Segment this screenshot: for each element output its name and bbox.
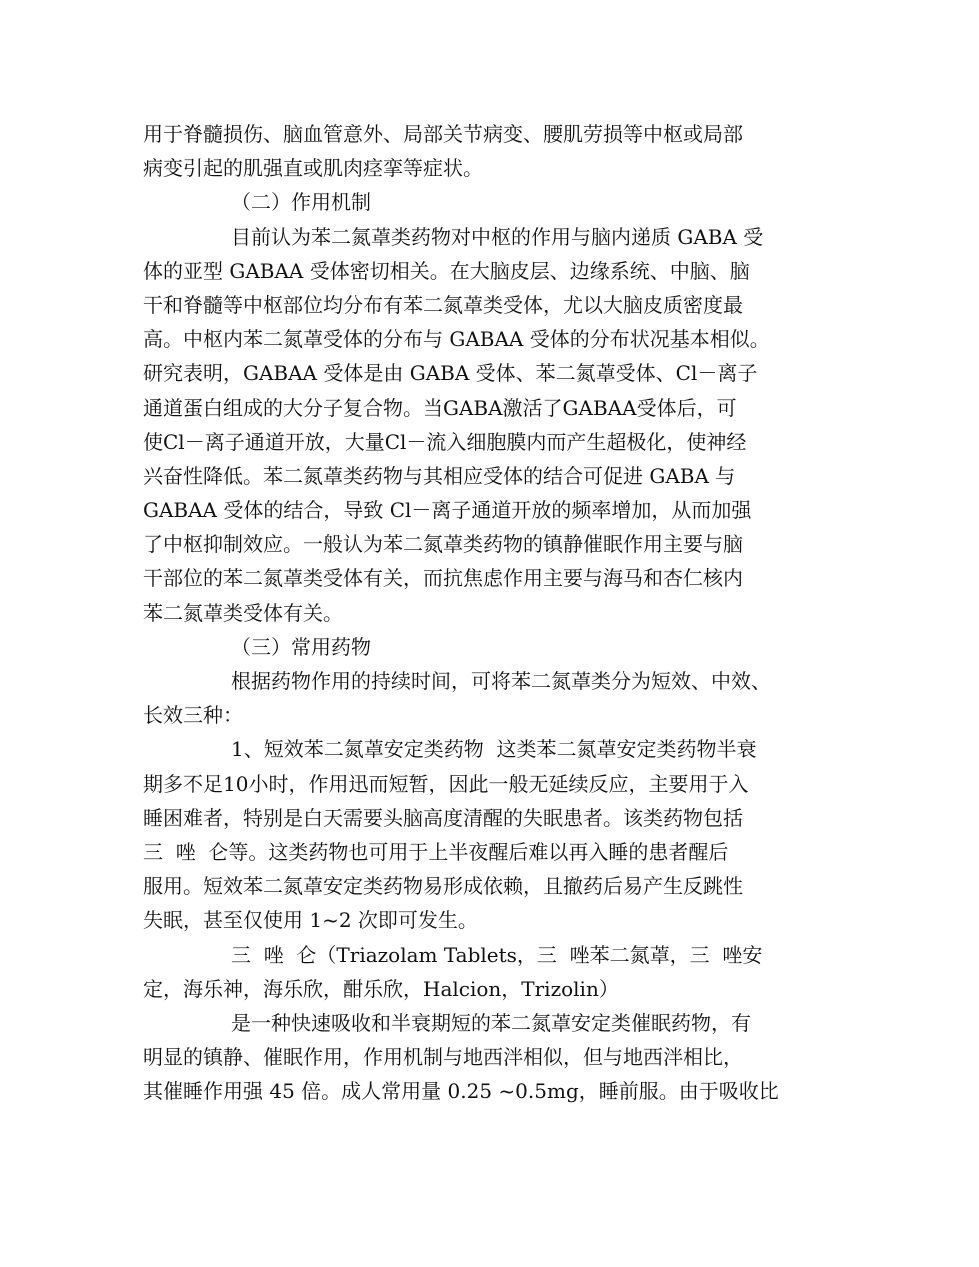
text-line: 苯二氮䓬类受体有关。 [143, 600, 343, 625]
text-line: 高。中枢内苯二氮䓬受体的分布与 GABAA 受体的分布状况基本相似。 [143, 327, 770, 352]
text-line: 干和脊髓等中枢部位均分布有苯二氮䓬类受体，尤以大脑皮质密度最 [143, 292, 743, 317]
text-line: 明显的镇静、催眠作用，作用机制与地西泮相似，但与地西泮相比， [143, 1045, 743, 1070]
text-line: 睡困难者，特别是白天需要头脑高度清醒的失眠患者。该类药物包括 [143, 805, 743, 830]
text-line: 研究表明，GABAA 受体是由 GABA 受体、苯二氮䓬受体、Cl－离子 [143, 361, 758, 386]
text-line: 通道蛋白组成的大分子复合物。当GABA激活了GABAA受体后，可 [143, 395, 737, 420]
text-line: 病变引起的肌强直或肌肉痉挛等症状。 [143, 156, 483, 181]
text-line: 期多不足10小时，作用迅而短暂，因此一般无延续反应，主要用于入 [143, 771, 749, 796]
text-line: 三 唑 仑（Triazolam Tablets，三 唑苯二氮䓬，三 唑安 [231, 942, 763, 967]
text-line: 兴奋性降低。苯二氮䓬类药物与其相应受体的结合可促进 GABA 与 [143, 463, 736, 488]
text-line: 用于脊髓损伤、脑血管意外、局部关节病变、腰肌劳损等中枢或局部 [143, 122, 743, 146]
text-line: （二）作用机制 [231, 190, 371, 215]
text-line: 失眠，甚至仅使用 1~2 次即可发生。 [143, 908, 478, 933]
text-line: 是一种快速吸收和半衰期短的苯二氮䓬安定类催眠药物，有 [231, 1010, 751, 1035]
text-line: 定，海乐神，海乐欣，酣乐欣，Halcion，Trizolin） [143, 976, 619, 1001]
text-line: （三）常用药物 [231, 634, 371, 659]
text-line: 三 唑 仑等。这类药物也可用于上半夜醒后难以再入睡的患者醒后 [143, 839, 729, 864]
text-line: 1、短效苯二氮䓬安定类药物 这类苯二氮䓬安定类药物半衰 [231, 737, 757, 762]
text-line: 使Cl－离子通道开放，大量Cl－流入细胞膜内而产生超极化，使神经 [143, 429, 747, 454]
text-line: GABAA 受体的结合，导致 Cl－离子通道开放的频率增加，从而加强 [143, 498, 752, 523]
body-text [143, 117, 855, 1108]
text-line: 了中枢抑制效应。一般认为苯二氮䓬类药物的镇静催眠作用主要与脑 [143, 532, 743, 557]
text-line: 服用。短效苯二氮䓬安定类药物易形成依赖，且撤药后易产生反跳性 [143, 874, 743, 899]
text-line: 体的亚型 GABAA 受体密切相关。在大脑皮层、边缘系统、中脑、脑 [143, 258, 750, 283]
text-line: 根据药物作用的持续时间，可将苯二氮䓬类分为短效、中效、 [231, 669, 771, 693]
text-line: 目前认为苯二氮䓬类药物对中枢的作用与脑内递质 GABA 受 [231, 224, 764, 249]
text-line: 长效三种： [143, 703, 243, 728]
text-line: 干部位的苯二氮䓬类受体有关，而抗焦虑作用主要与海马和杏仁核内 [143, 566, 743, 591]
text-line: 其催睡作用强 45 倍。成人常用量 0.25 ~0.5mg，睡前服。由于吸收比 [143, 1079, 779, 1104]
